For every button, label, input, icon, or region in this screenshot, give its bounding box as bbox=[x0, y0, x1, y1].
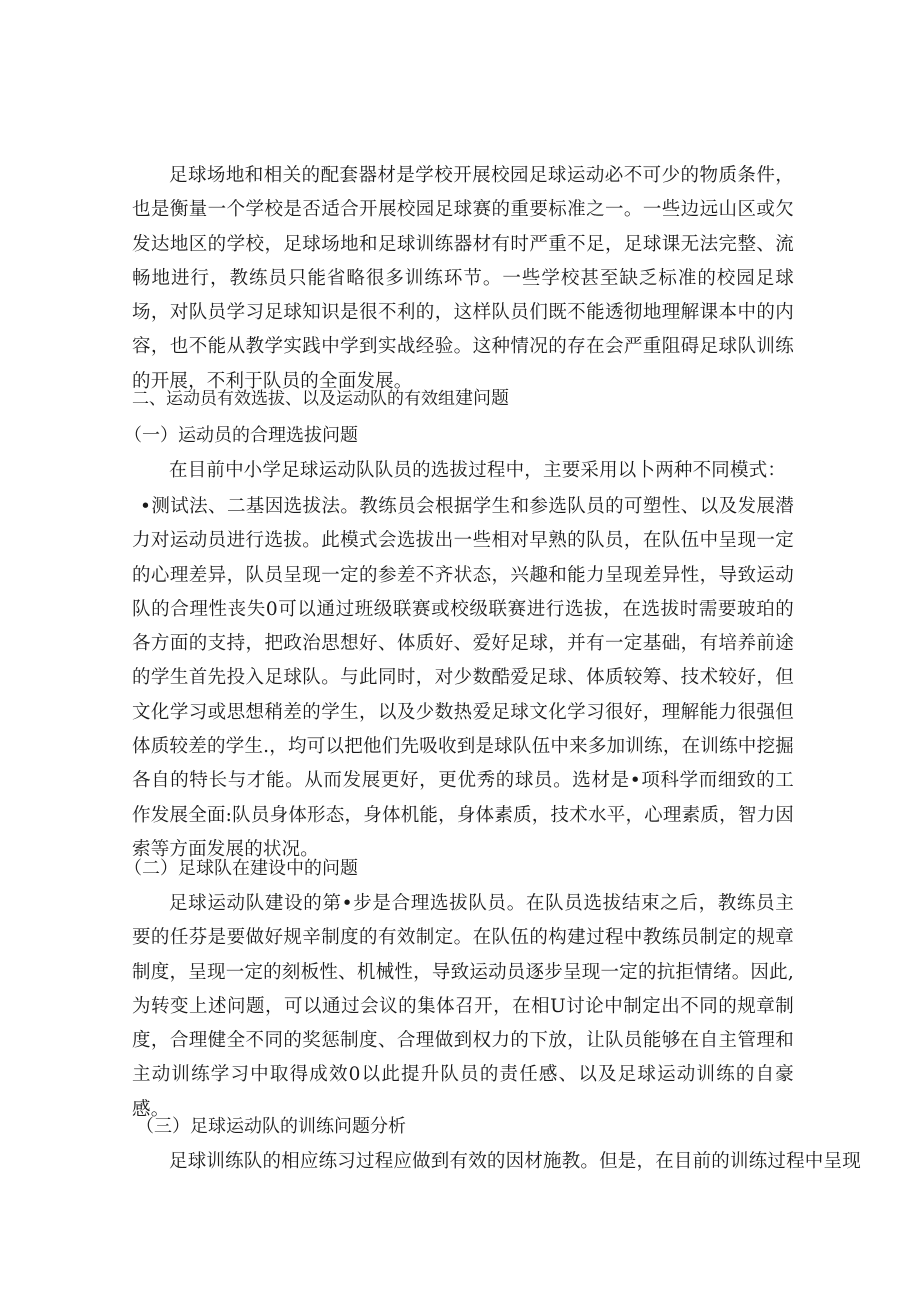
paragraph-selection-methods: •测试法、二基因选拔法。教练员会根据学生和参选队员的可塑性、以及发展潜力对运动员进行选拔。此模式会选拔出一些相对早熟的队员，在队伍中呈现一定的心理差异，队员呈现一定的参差不齐状态，兴趣和能力呈现差异性，导致运动队的合理性丧失0可以通过班级联赛或校级联赛进行选拔，在选拔时需要玻珀的各方面的支持，把政治思想好、体质好、爱好足球，并有一定基础，有培养前途的学生首先投入足球队。与此同时，对少数酷爱足球、体质较筹、技术较好，但文化学习或思想稍差的学生，以及少数热爱足球文化学习很好，理解能力很强但体质较差的学生.，均可以把他们先吸收到是球队伍中来多加训练，在训练中挖掘各自的特长与才能。从而发展更好，更优秀的球员。选材是•项科学而细致的工作发展全面:队员身体形态，身体机能，身体素质，技术水平，心理素质，智力因索等方面发展的状况。 bbox=[132, 496, 794, 860]
paragraph-playing-field-conditions: 足球场地和相关的配套器材是学校开展校园足球运动必不可少的物质条件，也是衡量一个学校是否适合开展校园足球赛的重要标准之一。一些边远山区或欠发达地区的学校，足球场地和足球训练器材有时严重不足，足球课无法完整、流畅地进行，教练员只能省略很多训练环节。一些学校甚至缺乏标准的校园足球场，对队员学习足球知识是很不利的，这样队员们既不能透彻地理解课本中的内容，也不能从教学实践中学到实战经验。这种情况的存在会严重阻碍足球队训练的开展，不利于队员的全面发展。 bbox=[132, 165, 794, 392]
subsection-heading-team-building: （二）足球队在建设中的问题 bbox=[124, 858, 358, 879]
section-heading-part1: 二、运动员有效选拔、以及运动队的有效组 bbox=[132, 389, 455, 409]
section-heading-part2: 建问题 bbox=[455, 388, 509, 409]
paragraph-selection-intro: 在目前中小学足球运动队队员的选拔过程中，主要采用以卜两种不同模式： bbox=[169, 460, 787, 481]
section-heading-athlete-selection bbox=[132, 385, 509, 413]
subsection-heading-training: （三）足球运动队的训练问题分析 bbox=[136, 1116, 406, 1137]
paragraph-team-building: 足球运动队建设的第•步是合理选拔队员。在队员选拔结束之后，教练员主要的任芬是要做好规辛制度的有效制定。在队伍的构建过程中教练员制定的规章制度，呈现一定的刻板性、机械性，导致运动员逐步呈现一定的抗拒情绪。因此,为转变上述问题，可以通过会议的集体召开，在相U讨论中制定出不同的规章制度，合理健全不同的奖惩制度、合理做到权力的下放，让队员能够在自主管理和主动训练学习中取得成效0以此提升队员的责任感、以及足球运动训练的自豪感。 bbox=[132, 893, 794, 1120]
subsection-heading-selection: （一）运动员的合理选拔问题 bbox=[124, 425, 358, 446]
paragraph-training: 足球训练队的相应练习过程应做到有效的因材施教。但是，在目前的训练过程中呈现 bbox=[169, 1151, 861, 1172]
